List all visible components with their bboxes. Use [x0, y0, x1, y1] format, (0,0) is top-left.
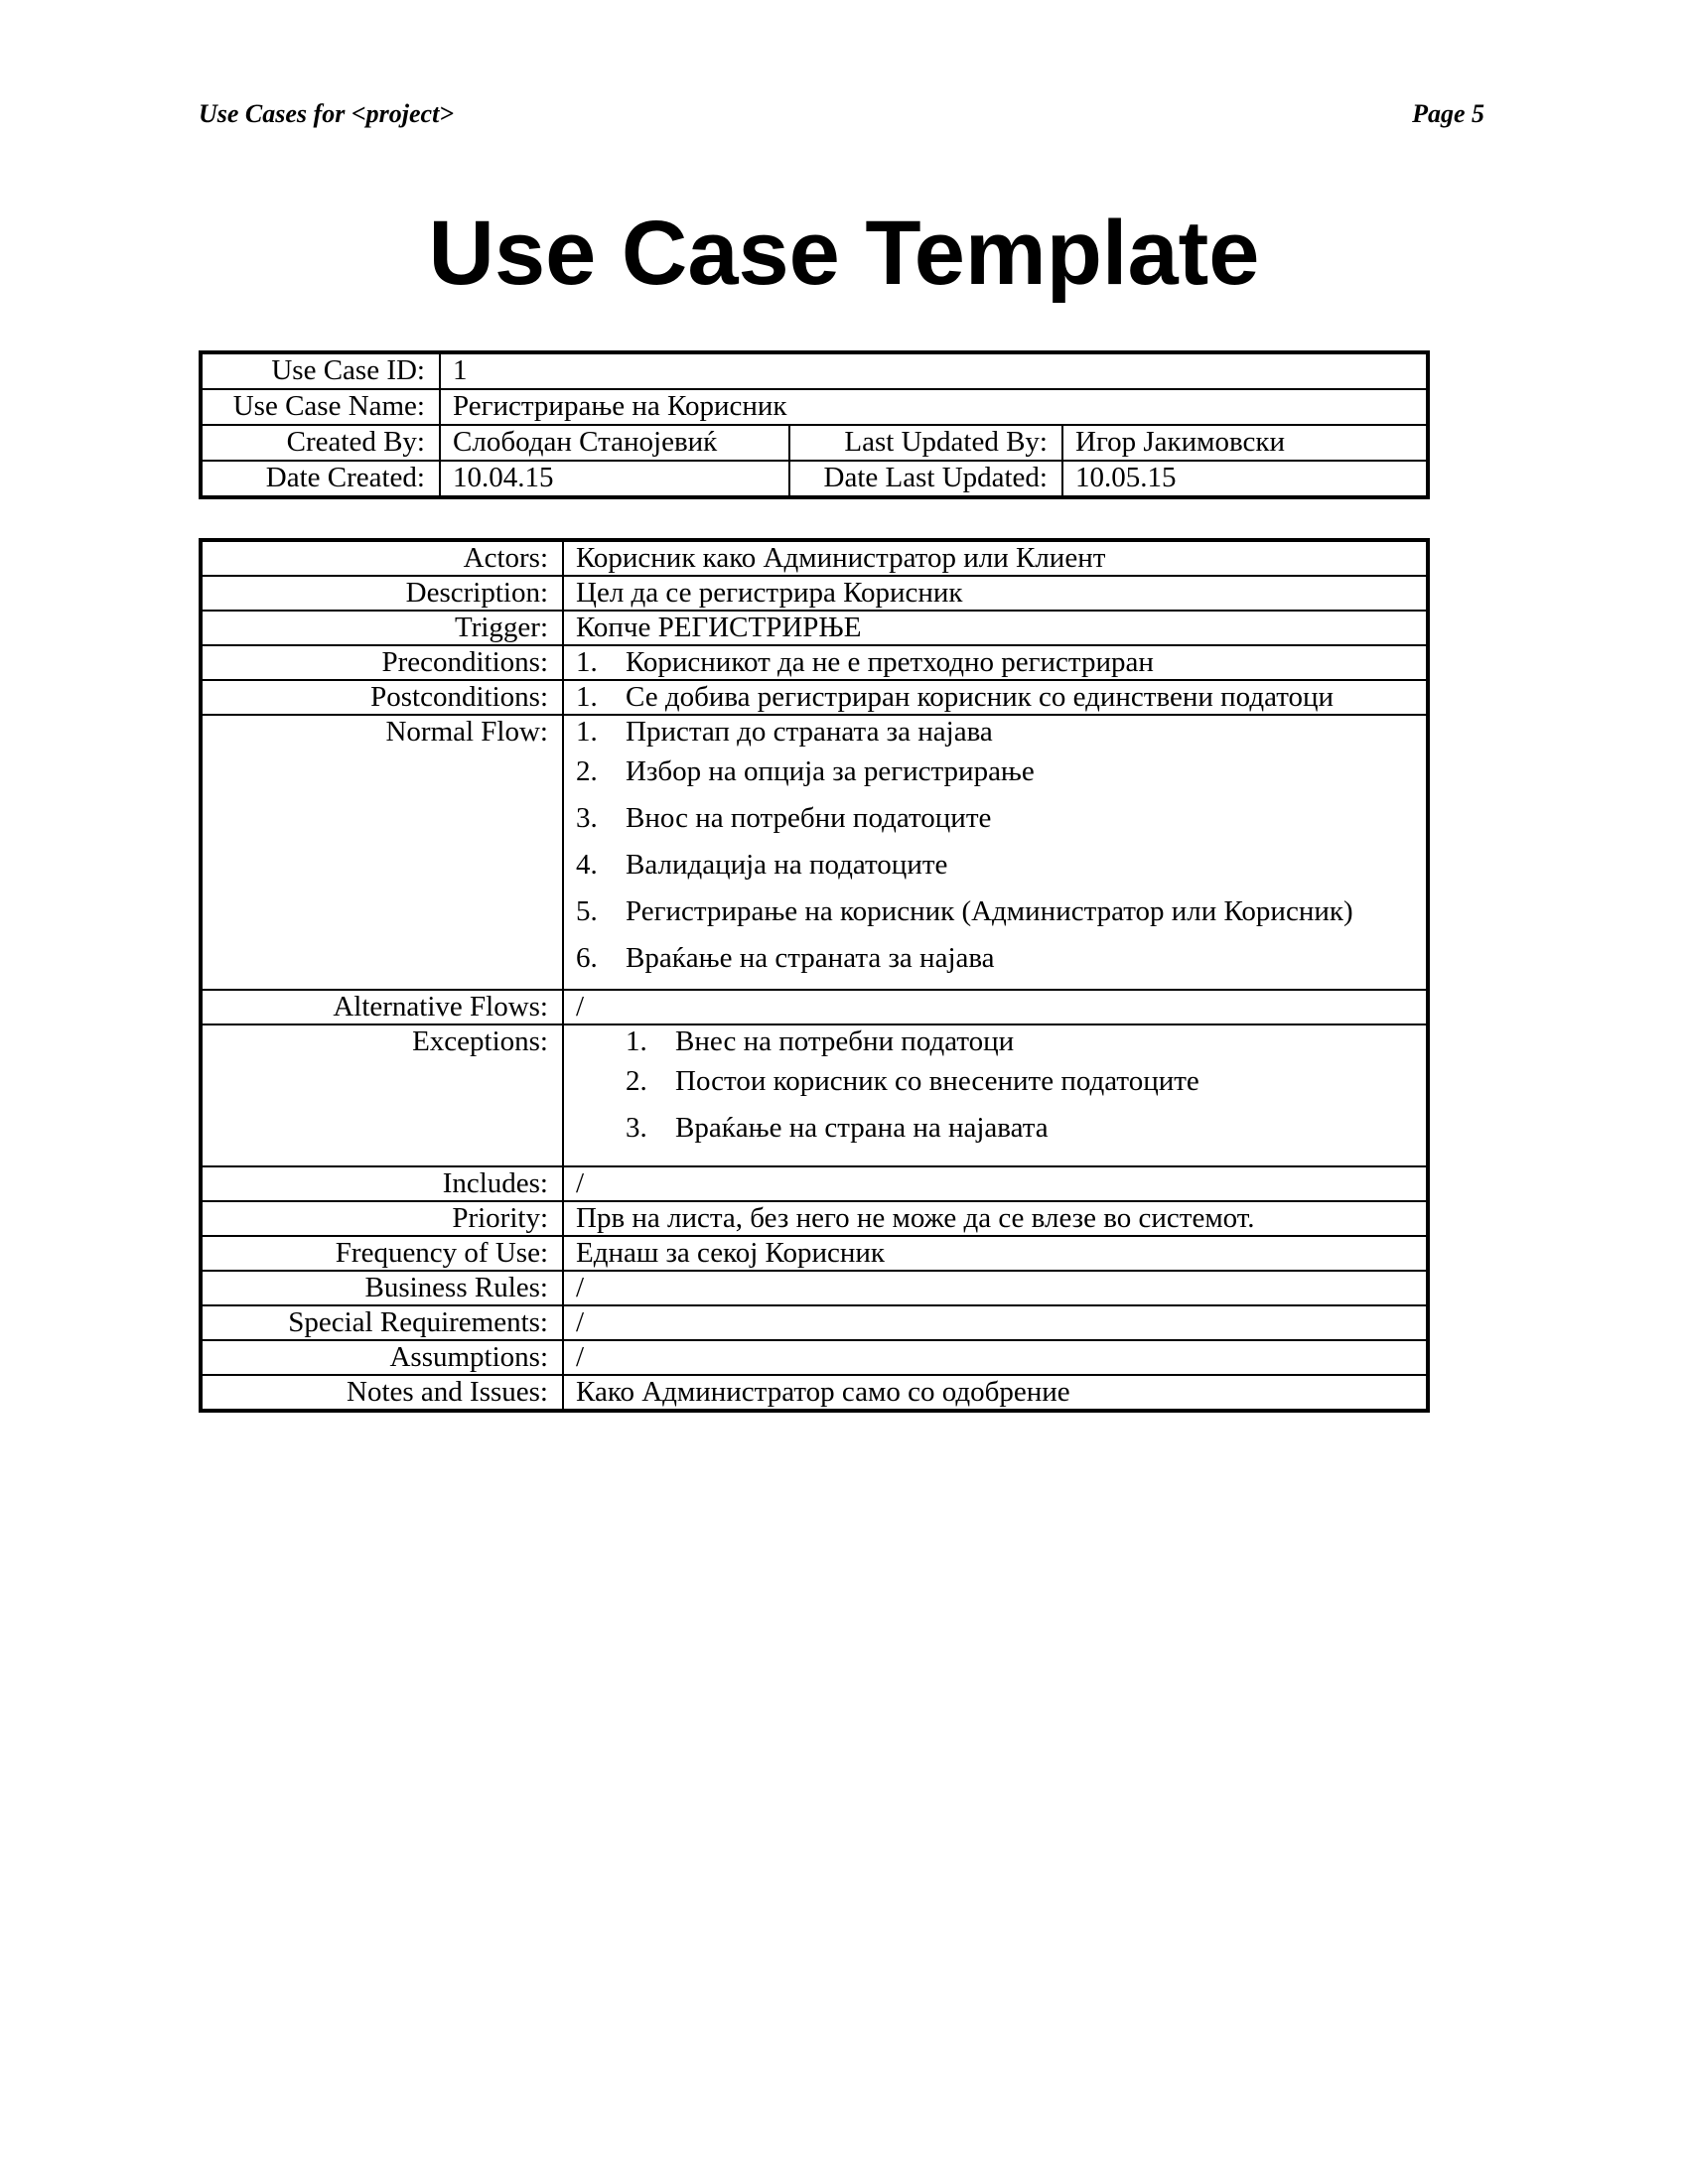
list-item-number: 2. [576, 755, 598, 787]
frequency-of-use-value: Еднаш за секој Корисник [563, 1236, 1428, 1271]
list-item-text: Валидација на податоците [626, 849, 948, 881]
normal-flow-value [563, 715, 1428, 990]
actors-value: Корисник како Администратор или Клиент [563, 540, 1428, 576]
normal-flow-label: Normal Flow: [201, 715, 563, 990]
page-title: Use Case Template [428, 203, 1260, 304]
table-row [201, 611, 1428, 645]
list-item-text: Враќање на страна на најавата [675, 1112, 1049, 1144]
use-case-meta-table [199, 350, 1430, 499]
postconditions-list [576, 681, 1414, 714]
table-row [201, 352, 1428, 389]
table-row [201, 645, 1428, 680]
trigger-label: Trigger: [201, 611, 563, 645]
last-updated-by-value: Игор Јакимовски [1062, 425, 1428, 461]
exceptions-list [576, 1025, 1414, 1159]
list-item [576, 802, 1414, 849]
list-item [626, 1065, 1414, 1112]
description-value: Цел да се регистрира Корисник [563, 576, 1428, 611]
special-requirements-label: Special Requirements: [201, 1305, 563, 1340]
actors-label: Actors: [201, 540, 563, 576]
table-row [201, 1024, 1428, 1166]
use-case-id-value: 1 [440, 352, 1428, 389]
table-row [201, 576, 1428, 611]
preconditions-value [563, 645, 1428, 680]
list-item-text: Враќање на страната за најава [626, 942, 995, 974]
list-item [576, 646, 1414, 679]
page-number: Page 5 [1412, 99, 1484, 128]
list-item-text: Корисникот да не е претходно регистриран [626, 646, 1154, 678]
date-last-updated-value: 10.05.15 [1062, 461, 1428, 497]
postconditions-value [563, 680, 1428, 715]
list-item [626, 1025, 1414, 1065]
running-header-left: Use Cases for <project> [199, 99, 455, 128]
table-row [201, 1375, 1428, 1411]
preconditions-label: Preconditions: [201, 645, 563, 680]
date-created-value: 10.04.15 [440, 461, 789, 497]
list-item [576, 681, 1414, 714]
date-last-updated-label: Date Last Updated: [789, 461, 1062, 497]
assumptions-value: / [563, 1340, 1428, 1375]
special-requirements-value: / [563, 1305, 1428, 1340]
exceptions-value [563, 1024, 1428, 1166]
list-item-text: Се добива регистриран корисник со единствени податоци [626, 681, 1335, 713]
business-rules-label: Business Rules: [201, 1271, 563, 1305]
list-item-number: 3. [626, 1112, 647, 1144]
priority-label: Priority: [201, 1201, 563, 1236]
priority-value: Прв на листа, без него не може да се влезе во системот. [563, 1201, 1428, 1236]
preconditions-list [576, 646, 1414, 679]
alternative-flows-value: / [563, 990, 1428, 1024]
list-item-number: 1. [576, 646, 598, 678]
list-item-text: Внес на потребни податоци [675, 1025, 1015, 1057]
table-row [201, 990, 1428, 1024]
notes-and-issues-label: Notes and Issues: [201, 1375, 563, 1411]
use-case-details-table [199, 538, 1430, 1413]
list-item [576, 716, 1414, 755]
last-updated-by-label: Last Updated By: [789, 425, 1062, 461]
list-item [626, 1112, 1414, 1159]
list-item-number: 1. [576, 716, 598, 748]
table-row [201, 1305, 1428, 1340]
exceptions-label: Exceptions: [201, 1024, 563, 1166]
includes-value: / [563, 1166, 1428, 1201]
list-item-text: Пристап до страната за најава [626, 716, 993, 748]
list-item-number: 1. [576, 681, 598, 713]
description-label: Description: [201, 576, 563, 611]
table-row [201, 1201, 1428, 1236]
includes-label: Includes: [201, 1166, 563, 1201]
created-by-value: Слободан Станојевиќ [440, 425, 789, 461]
table-row [201, 1236, 1428, 1271]
table-row [201, 1166, 1428, 1201]
table-row [201, 389, 1428, 425]
postconditions-label: Postconditions: [201, 680, 563, 715]
list-item-number: 5. [576, 895, 598, 927]
use-case-name-label: Use Case Name: [201, 389, 440, 425]
assumptions-label: Assumptions: [201, 1340, 563, 1375]
list-item-text: Внос на потребни податоците [626, 802, 992, 834]
use-case-name-value: Регистрирање на Корисник [440, 389, 1428, 425]
business-rules-value: / [563, 1271, 1428, 1305]
frequency-of-use-label: Frequency of Use: [201, 1236, 563, 1271]
alternative-flows-label: Alternative Flows: [201, 990, 563, 1024]
trigger-value: Копче РЕГИСТРИРЊЕ [563, 611, 1428, 645]
table-row [201, 540, 1428, 576]
table-row [201, 1340, 1428, 1375]
use-case-id-label: Use Case ID: [201, 352, 440, 389]
table-row [201, 680, 1428, 715]
date-created-label: Date Created: [201, 461, 440, 497]
list-item-number: 3. [576, 802, 598, 834]
table-row [201, 461, 1428, 497]
list-item-number: 1. [626, 1025, 647, 1057]
table-row [201, 425, 1428, 461]
list-item-text: Постои корисник со внесените податоците [675, 1065, 1199, 1097]
list-item-number: 2. [626, 1065, 647, 1097]
list-item [576, 942, 1414, 989]
list-item [576, 895, 1414, 942]
table-row [201, 1271, 1428, 1305]
created-by-label: Created By: [201, 425, 440, 461]
list-item-text: Избор на опција за регистрирање [626, 755, 1035, 787]
notes-and-issues-value: Како Администратор само со одобрение [563, 1375, 1428, 1411]
normal-flow-list [576, 716, 1414, 989]
table-row [201, 715, 1428, 990]
list-item [576, 755, 1414, 802]
list-item-text: Регистрирање на корисник (Администратор или Корисник) [626, 895, 1353, 927]
list-item-number: 6. [576, 942, 598, 974]
list-item-number: 4. [576, 849, 598, 881]
list-item [576, 849, 1414, 895]
